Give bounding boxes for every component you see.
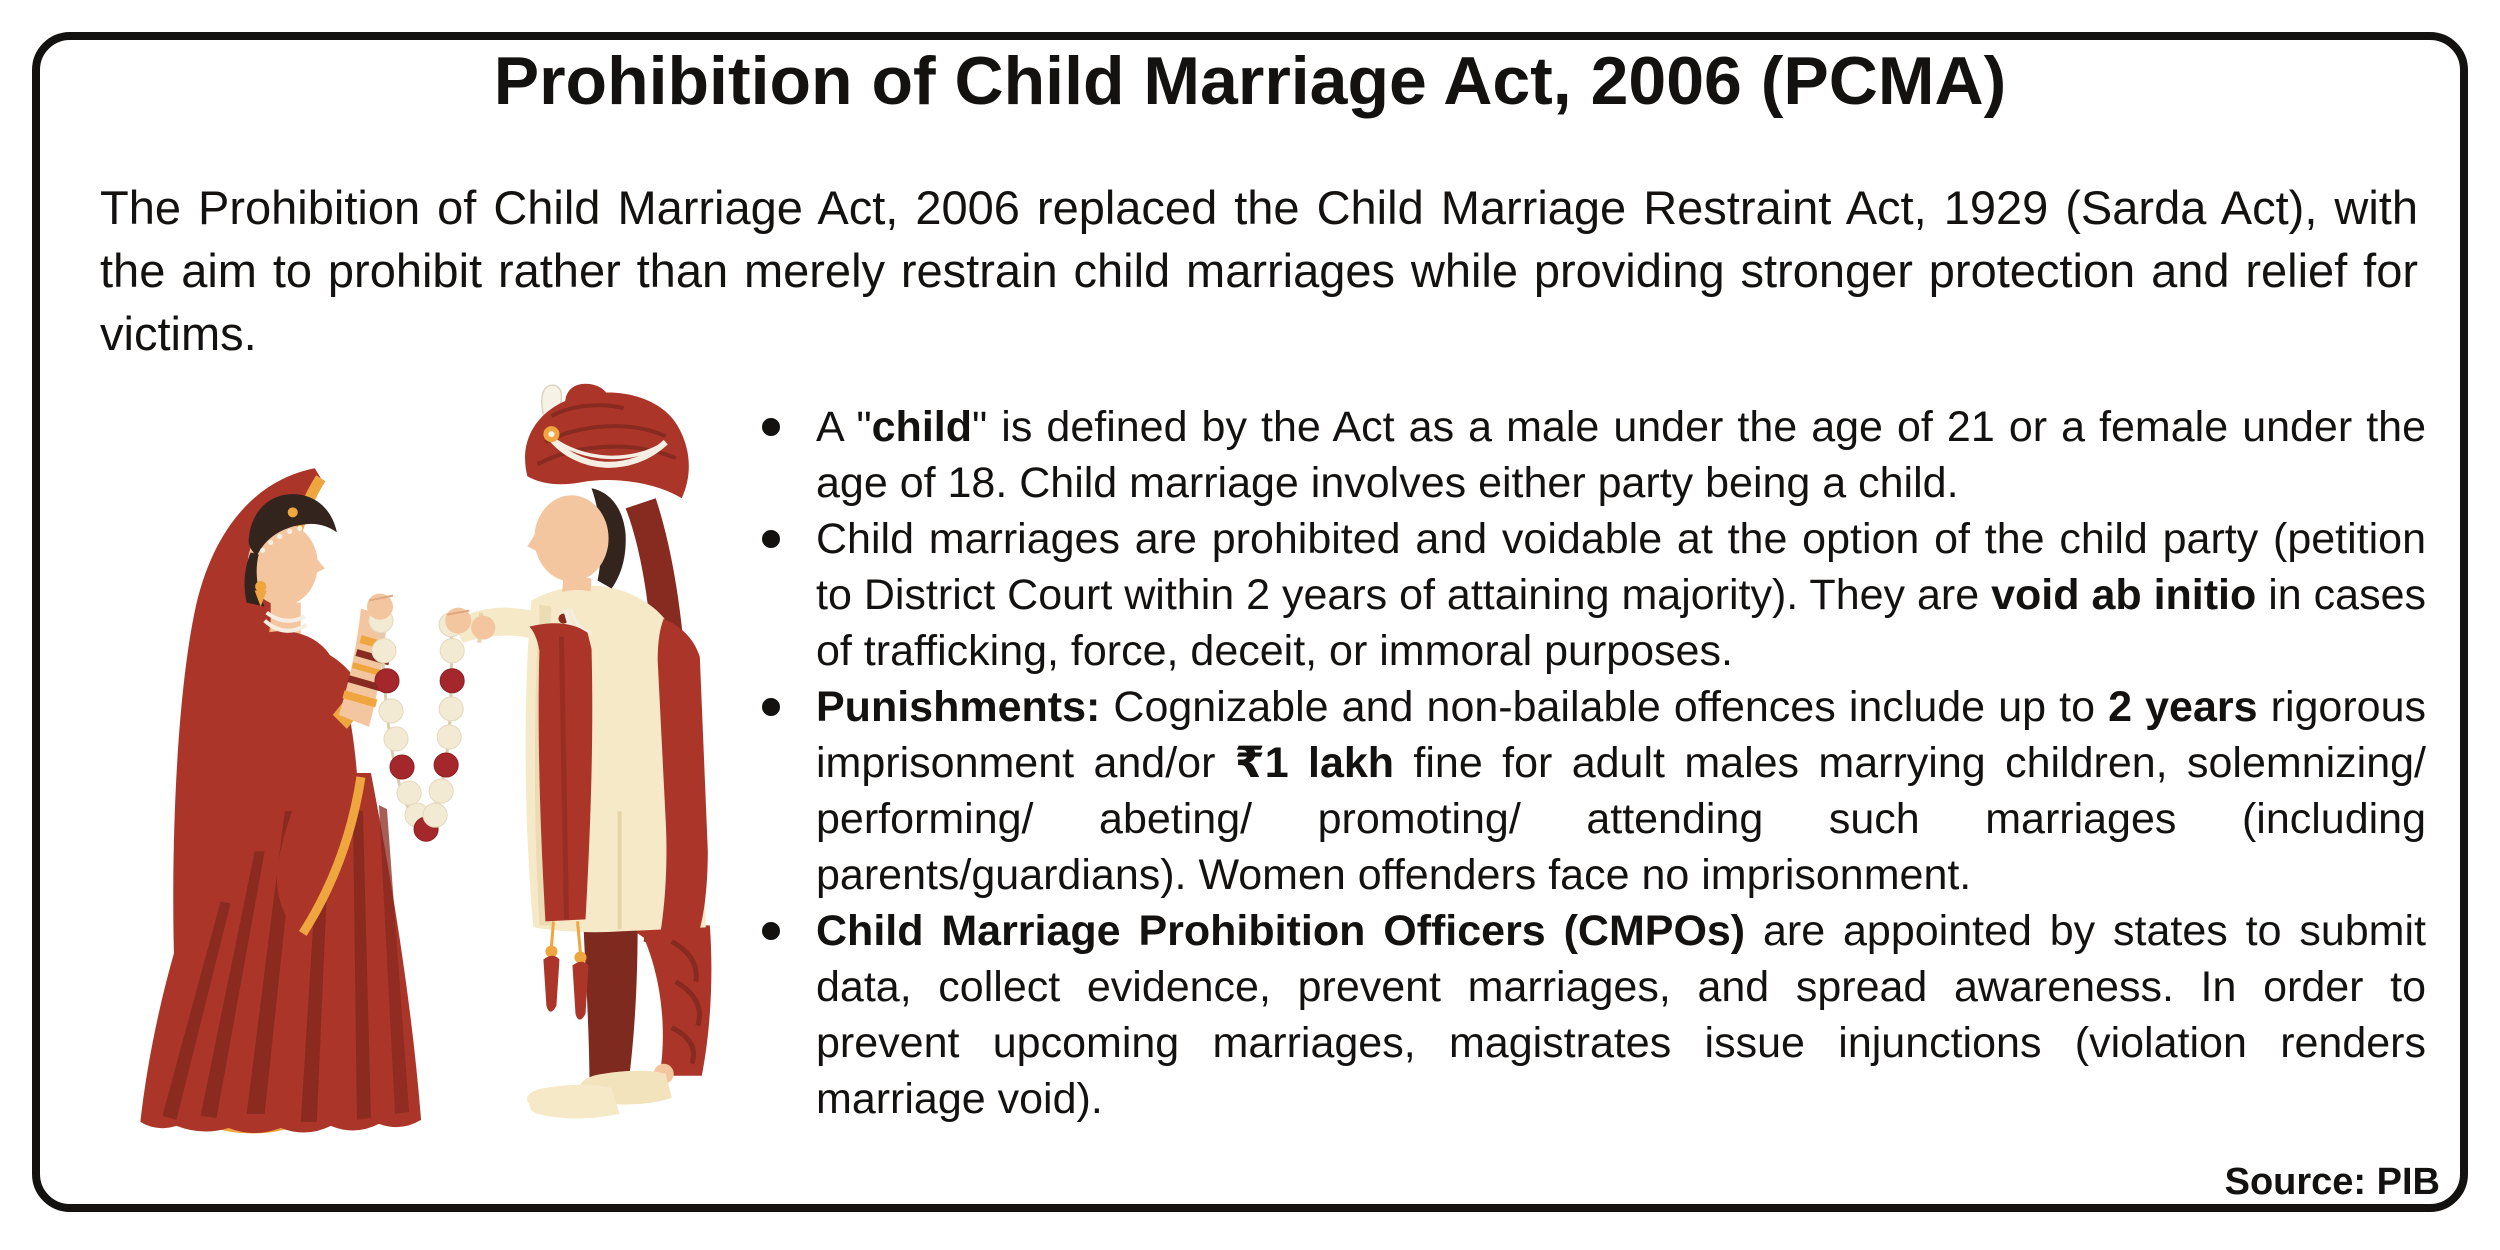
bullet-text: " is defined by the Act as a male under the age of 21 or a female under the age of 18. Child marriage involves either party being a child. [816, 403, 2426, 507]
turban-brooch [543, 426, 559, 442]
list-item [746, 399, 2426, 511]
groom-stole-back [658, 619, 708, 942]
stole-tassel [543, 956, 559, 1012]
bullet-bold-text: child [871, 403, 972, 451]
bullet-text: A " [816, 403, 872, 451]
bullet-list [746, 399, 2426, 1127]
list-item [746, 679, 2426, 903]
maang-tikka [288, 507, 298, 517]
bullet-text: Cognizable and non-bailable offences include up to [1100, 683, 2109, 731]
groom-shoes [527, 1071, 672, 1119]
list-item [746, 903, 2426, 1127]
garland-illustration [369, 609, 464, 842]
bride-hand [367, 594, 393, 620]
intro-paragraph: The Prohibition of Child Marriage Act, 2006 replaced the Child Marriage Restraint Act, 1929 (Sarda Act), with the aim to prohibit rather than merely restrain child marriages while providing stronger protection and relief for victims. [100, 181, 2418, 360]
bullet-text: rigorous imprisonment and/or [816, 683, 2426, 787]
bullet-text: in cases of trafficking, force, deceit, or immoral purposes. [816, 571, 2426, 675]
groom-turban [525, 384, 689, 499]
wedding-couple-illustration [58, 380, 720, 1152]
groom-head [527, 488, 625, 588]
bullet-text: are appointed by states to submit data, collect evidence, prevent marriages, and spread awareness. In order to prevent upcoming marriages, magistrates issue injunctions (violation renders marriage void). [816, 907, 2426, 1123]
groom-legs [584, 925, 712, 1089]
bullet-bold-text: Punishments: [816, 683, 1101, 731]
bullet-bold-text: void ab initio [1991, 571, 2257, 619]
wedding-couple-svg [58, 380, 720, 1152]
groom-sleeve [459, 608, 540, 643]
bullet-bold-text: Child Marriage Prohibition Officers (CMPOs) [816, 907, 1746, 955]
bullet-bold-text: 2 years [2108, 683, 2258, 731]
page-title: Prohibition of Child Marriage Act, 2006 (PCMA) [493, 43, 2007, 119]
bullet-bold-text: ₹1 lakh [1234, 739, 1395, 787]
groom-illustration [459, 384, 712, 1119]
bride-illustration [140, 468, 421, 1133]
bullet-text: Child marriages are prohibited and voidable at the option of the child party (petition to District Court within 2 years of attaining majority). They are [816, 515, 2426, 619]
bullet-text: fine for adult males marrying children, solemnizing/ performing/ abeting/ promoting/ attending such marriages (including parents/guardians). Women offenders face no imprisonment. [816, 739, 2426, 899]
source-note: Source: PIB [2224, 1161, 2440, 1203]
list-item [746, 511, 2426, 679]
stole-tassel [572, 962, 588, 1020]
